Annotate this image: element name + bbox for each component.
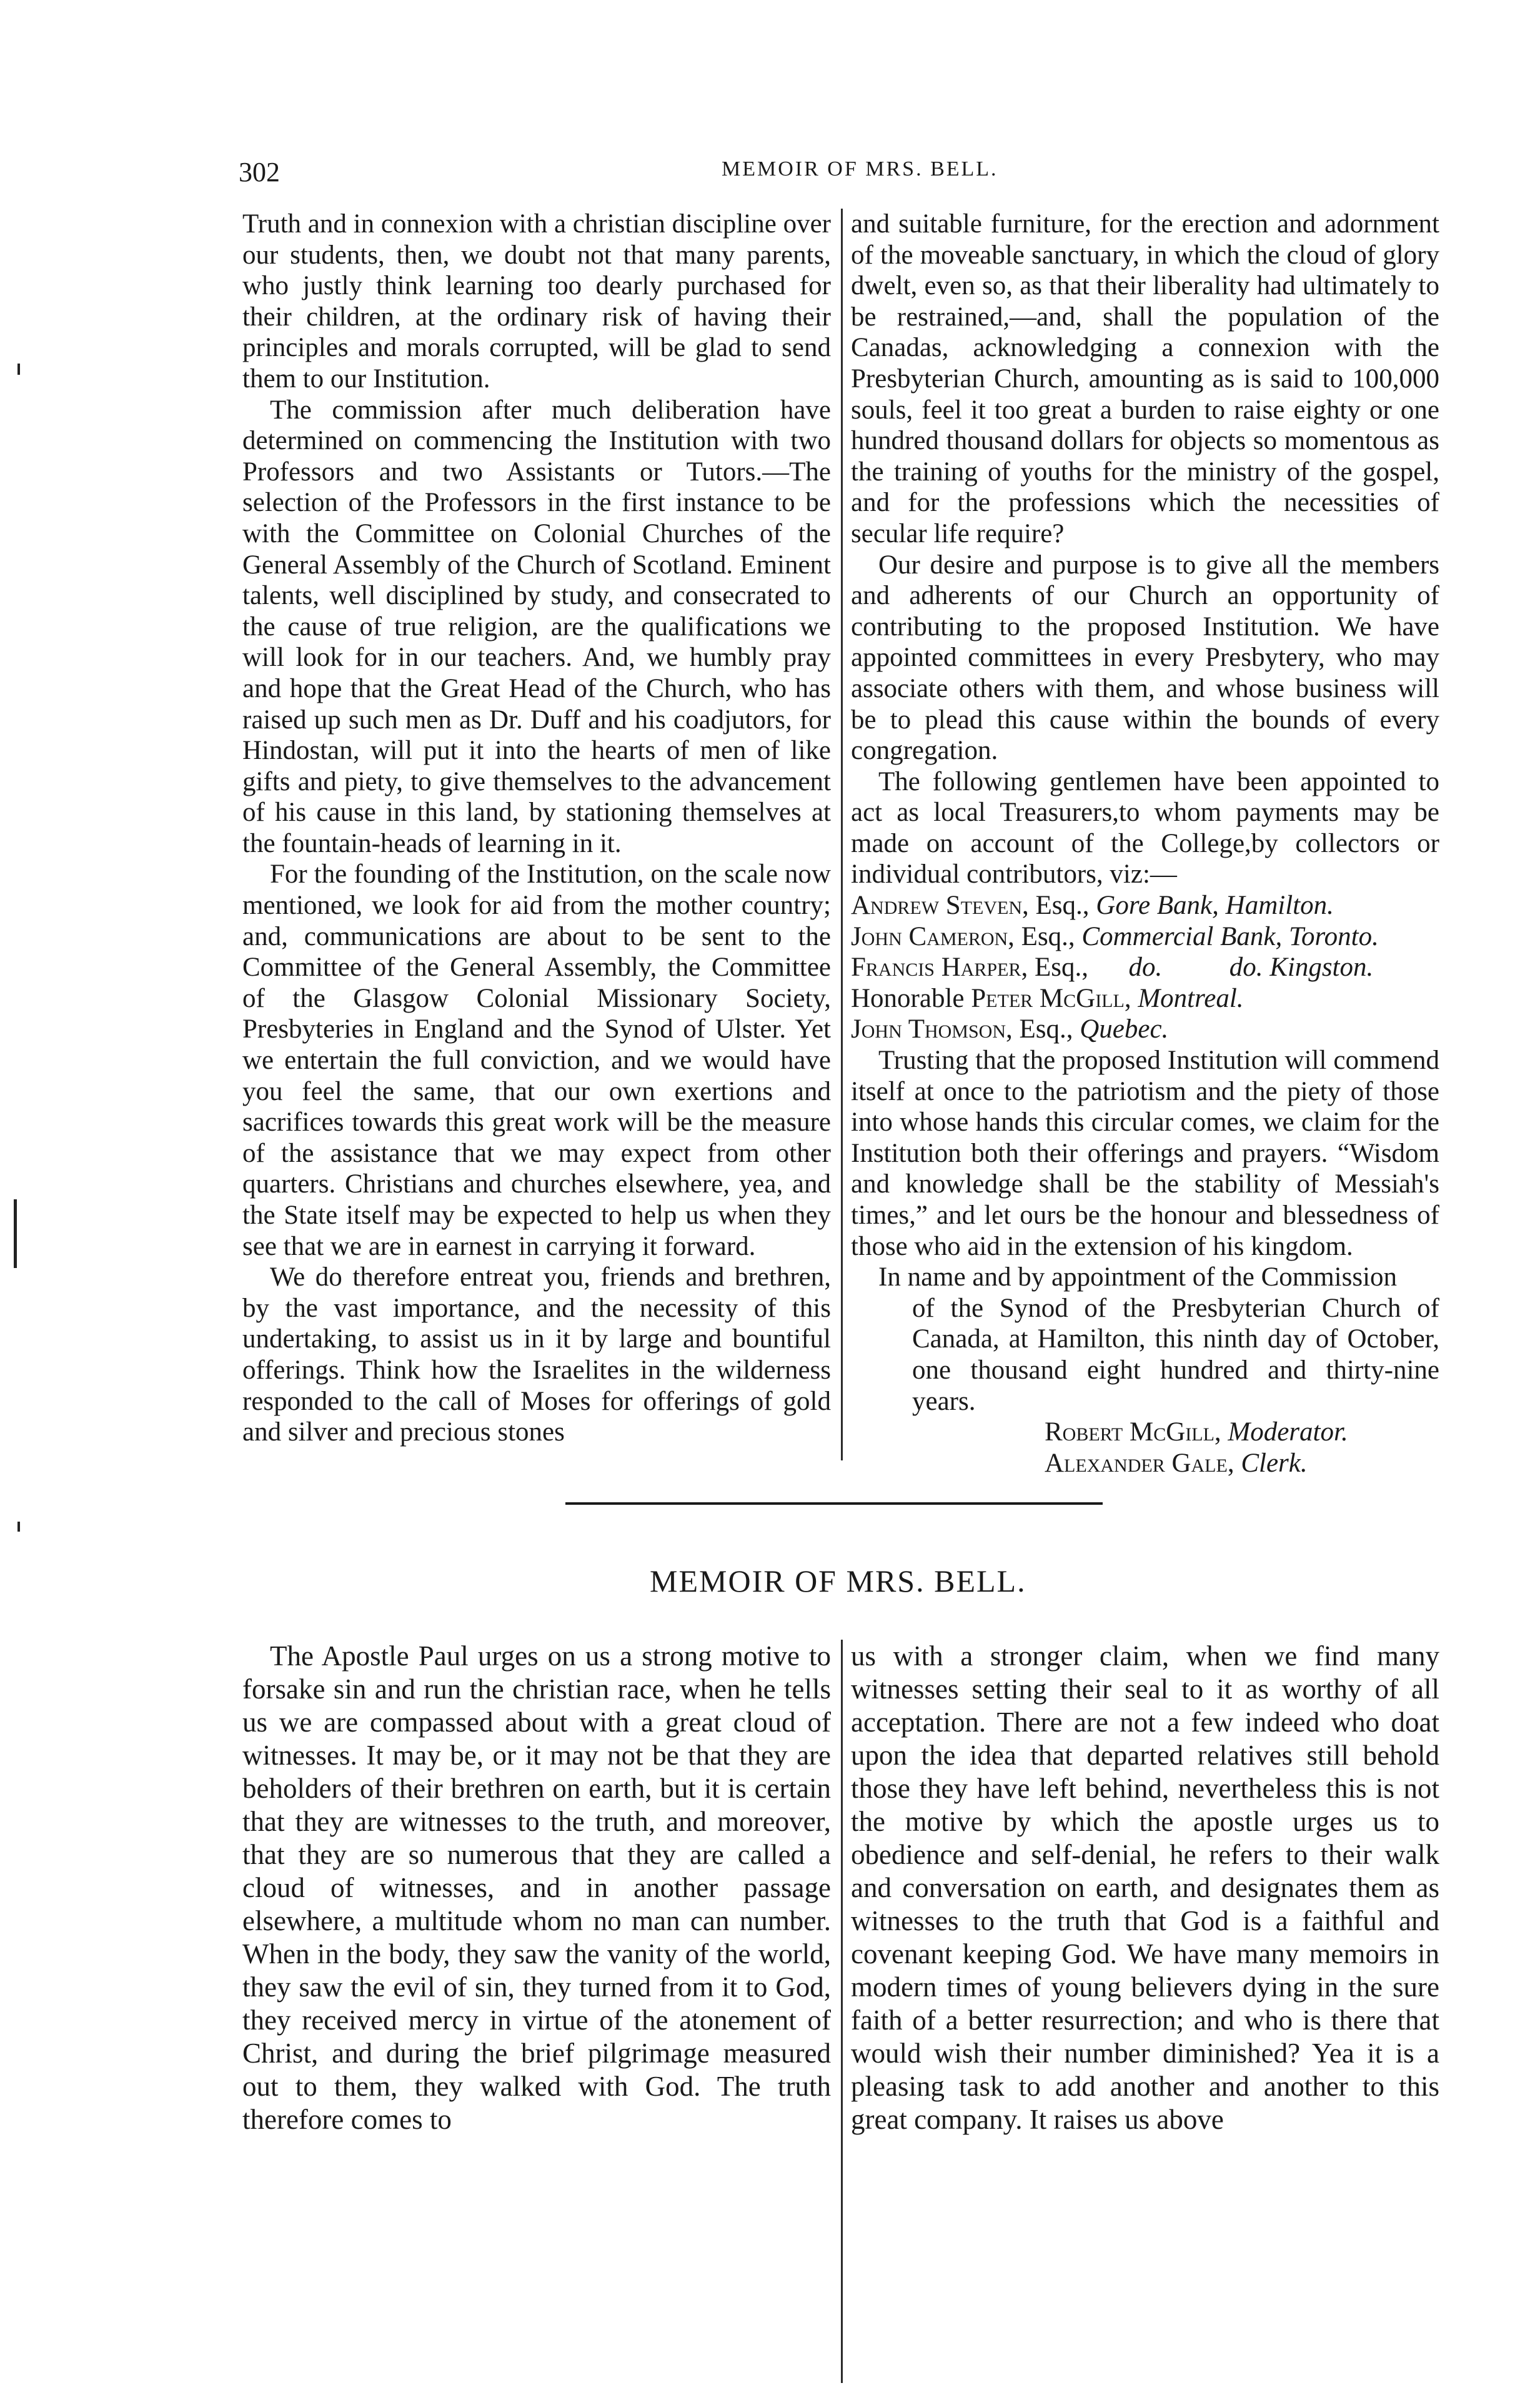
- signature-clerk: Alexander Gale, Clerk.: [1045, 1448, 1308, 1478]
- signature-moderator: Robert McGill, Moderator.: [1045, 1417, 1348, 1447]
- signatory-name: Robert McGill: [1045, 1417, 1214, 1447]
- section-title: MEMOIR OF MRS. BELL.: [650, 1563, 1026, 1598]
- treasurer-name: Peter McGill: [971, 983, 1125, 1013]
- treasurer-prefix: Honorable: [851, 983, 971, 1013]
- top-right-column: [851, 209, 1439, 1479]
- section-separator: [565, 1502, 1103, 1505]
- treasurer-entry: [851, 921, 1439, 953]
- treasurer-place: Gore Bank, Hamilton.: [1096, 891, 1334, 921]
- treasurer-place: do. do. Kingston.: [1128, 953, 1374, 983]
- treasurer-place: Montreal.: [1138, 983, 1244, 1013]
- treasurer-name: John Cameron: [851, 921, 1008, 951]
- paragraph: The Apostle Paul urges on us a strong motive to forsake sin and run the christian race, when he tells us we are compassed about with a great cloud of witnesses. It may be, or it may not be that they are beholders of their brethren on earth, but it is certain that they are witnesses to the truth, and moreover, that they are so numerous that they are called a cloud of witnesses, and in another passage elsewhere, a multitude whom no man can number. When in the body, they saw the vanity of the world, they saw the evil of sin, they turned from it to God, they received mercy in virtue of the atonement of Christ, and during the brief pilgrimage measured out to them, they walked with God. The truth therefore comes to: [242, 1640, 831, 2135]
- treasurer-entry: [851, 952, 1439, 983]
- paragraph: Trusting that the proposed Institution will commend itself at once to the patriotism and the piety of those into whose hands this circular comes, we claim for the Institution both their offerings and prayers. “Wisdom and knowledge shall be the stability of Messiah's times,” and let ours be the honour and blessedness of those who aid in the extension of his kingdom.: [851, 1046, 1439, 1261]
- signatory-role: Moderator.: [1228, 1417, 1348, 1447]
- signatory-role: Clerk.: [1241, 1448, 1308, 1478]
- signoff-body: of the Synod of the Presbyterian Church of Canada, at Hamilton, this ninth day of October, one thousand eight hundred and thirty-nine years.: [912, 1293, 1439, 1416]
- top-left-column: [242, 209, 831, 1448]
- treasurer-name: John Thomson: [851, 1014, 1006, 1044]
- signoff-lead: In name and by appointment of the Commission: [878, 1262, 1398, 1292]
- paragraph: For the founding of the Institution, on the scale now mentioned, we look for aid from the mother country; and, communications are about to be sent to the Committee of the General Assembly, the Committee of the Glasgow Colonial Missionary Society, Presbyteries in England and the Synod of Ulster. Yet we entertain the full conviction, and we would have you feel the same, that our own exertions and sacrifices towards this great work will be the measure of the assistance that we may expect from other quarters. Christians and churches elsewhere, yea, and the State itself may be expected to help us when they see that we are in earnest in carrying it forward.: [242, 860, 831, 1261]
- treasurer-place: Quebec.: [1080, 1014, 1169, 1044]
- paragraph: and suitable furniture, for the erection and adornment of the moveable sanctuary, in which the cloud of glory dwelt, even so, as that their liberality had ultimately to be restrained,—and, shall the population of the Canadas, acknowledging a connexion with the Presbyterian Church, amounting as is said to 100,000 souls, feel it too great a burden to raise eighty or one hundred thousand dollars for objects so momentous as the training of youths for the ministry of the gospel, and for the professions which the necessities of secular life require?: [851, 209, 1439, 548]
- treasurer-place: Commercial Bank, Toronto.: [1081, 921, 1379, 951]
- treasurer-title: , Esq.,: [1021, 953, 1129, 983]
- paragraph: We do therefore entreat you, friends and brethren, by the vast importance, and the necessity of this undertaking, to assist us in it by large and bountiful offerings. Think how the Israelites in the wilderness responded to the call of Moses for offerings of gold and silver and precious stones: [242, 1262, 831, 1447]
- column-divider-bottom: [841, 1640, 843, 2383]
- treasurer-name: Francis Harper: [851, 953, 1021, 983]
- treasurer-entry: [851, 890, 1439, 921]
- bottom-left-column: [242, 1640, 831, 2136]
- paragraph: The commission after much deliberation have determined on commencing the Institution with two Professors and two Assistants or Tutors.—The selection of the Professors in the first instance to be with the Committee on Colonial Churches of the General Assembly of the Church of Scotland. Eminent talents, well disciplined by study, and consecrated to the cause of true religion, are the qualifications we will look for in our teachers. And, we humbly pray and hope that the Great Head of the Church, who has raised up such men as Dr. Duff and his coadjutors, for Hindostan, will put it into the hearts of men of like gifts and piety, to give themselves to the advancement of his cause in this land, by stationing themselves at the fountain-heads of learning in it.: [242, 395, 831, 858]
- column-divider-top: [841, 209, 843, 1460]
- treasurer-name: Andrew Steven: [851, 891, 1023, 921]
- treasurer-entry: [851, 1014, 1439, 1045]
- treasurer-title: , Esq.,: [1022, 891, 1096, 921]
- treasurer-title: , Esq.,: [1006, 1014, 1080, 1044]
- bottom-right-column: [851, 1640, 1439, 2136]
- scan-mark: [17, 1522, 20, 1532]
- signatory-name: Alexander Gale: [1045, 1448, 1228, 1478]
- page-number: 302: [239, 157, 280, 187]
- scan-mark: [14, 1199, 17, 1268]
- treasurer-title: ,: [1124, 983, 1138, 1013]
- paragraph: The following gentlemen have been appointed to act as local Treasurers,to whom payments may be made on account of the College,by collectors or individual contributors, viz:—: [851, 766, 1439, 889]
- scan-mark: [17, 364, 20, 375]
- treasurer-title: , Esq.,: [1008, 921, 1082, 951]
- running-title: MEMOIR OF MRS. BELL.: [722, 157, 998, 181]
- paragraph: Our desire and purpose is to give all the members and adherents of our Church an opportunity of contributing to the proposed Institution. We have appointed committees in every Presbytery, who may associate others with them, and whose business will be to plead this cause within the bounds of every congregation.: [851, 550, 1439, 766]
- treasurer-entry: [851, 983, 1439, 1014]
- paragraph: us with a stronger claim, when we find many witnesses setting their seal to it as worthy of all acceptation. There are not a few indeed who doat upon the idea that departed relatives still behold those they have left behind, nevertheless this is not the motive by which the apostle urges us to obedience and self-denial, he refers to their walk and conversation on earth, and designates them as witnesses to the truth that God is a faithful and covenant keeping God. We have many memoirs in modern times of young believers dying in the sure faith of a better resurrection; and who is there that would wish their number diminished? Yea it is a pleasing task to add another and another to this great company. It raises us above: [851, 1640, 1439, 2135]
- paragraph: Truth and in connexion with a christian discipline over our students, then, we doubt not that many parents, who justly think learning too dearly purchased for their children, at the ordinary risk of having their principles and morals corrupted, will be glad to send them to our Institution.: [242, 209, 831, 394]
